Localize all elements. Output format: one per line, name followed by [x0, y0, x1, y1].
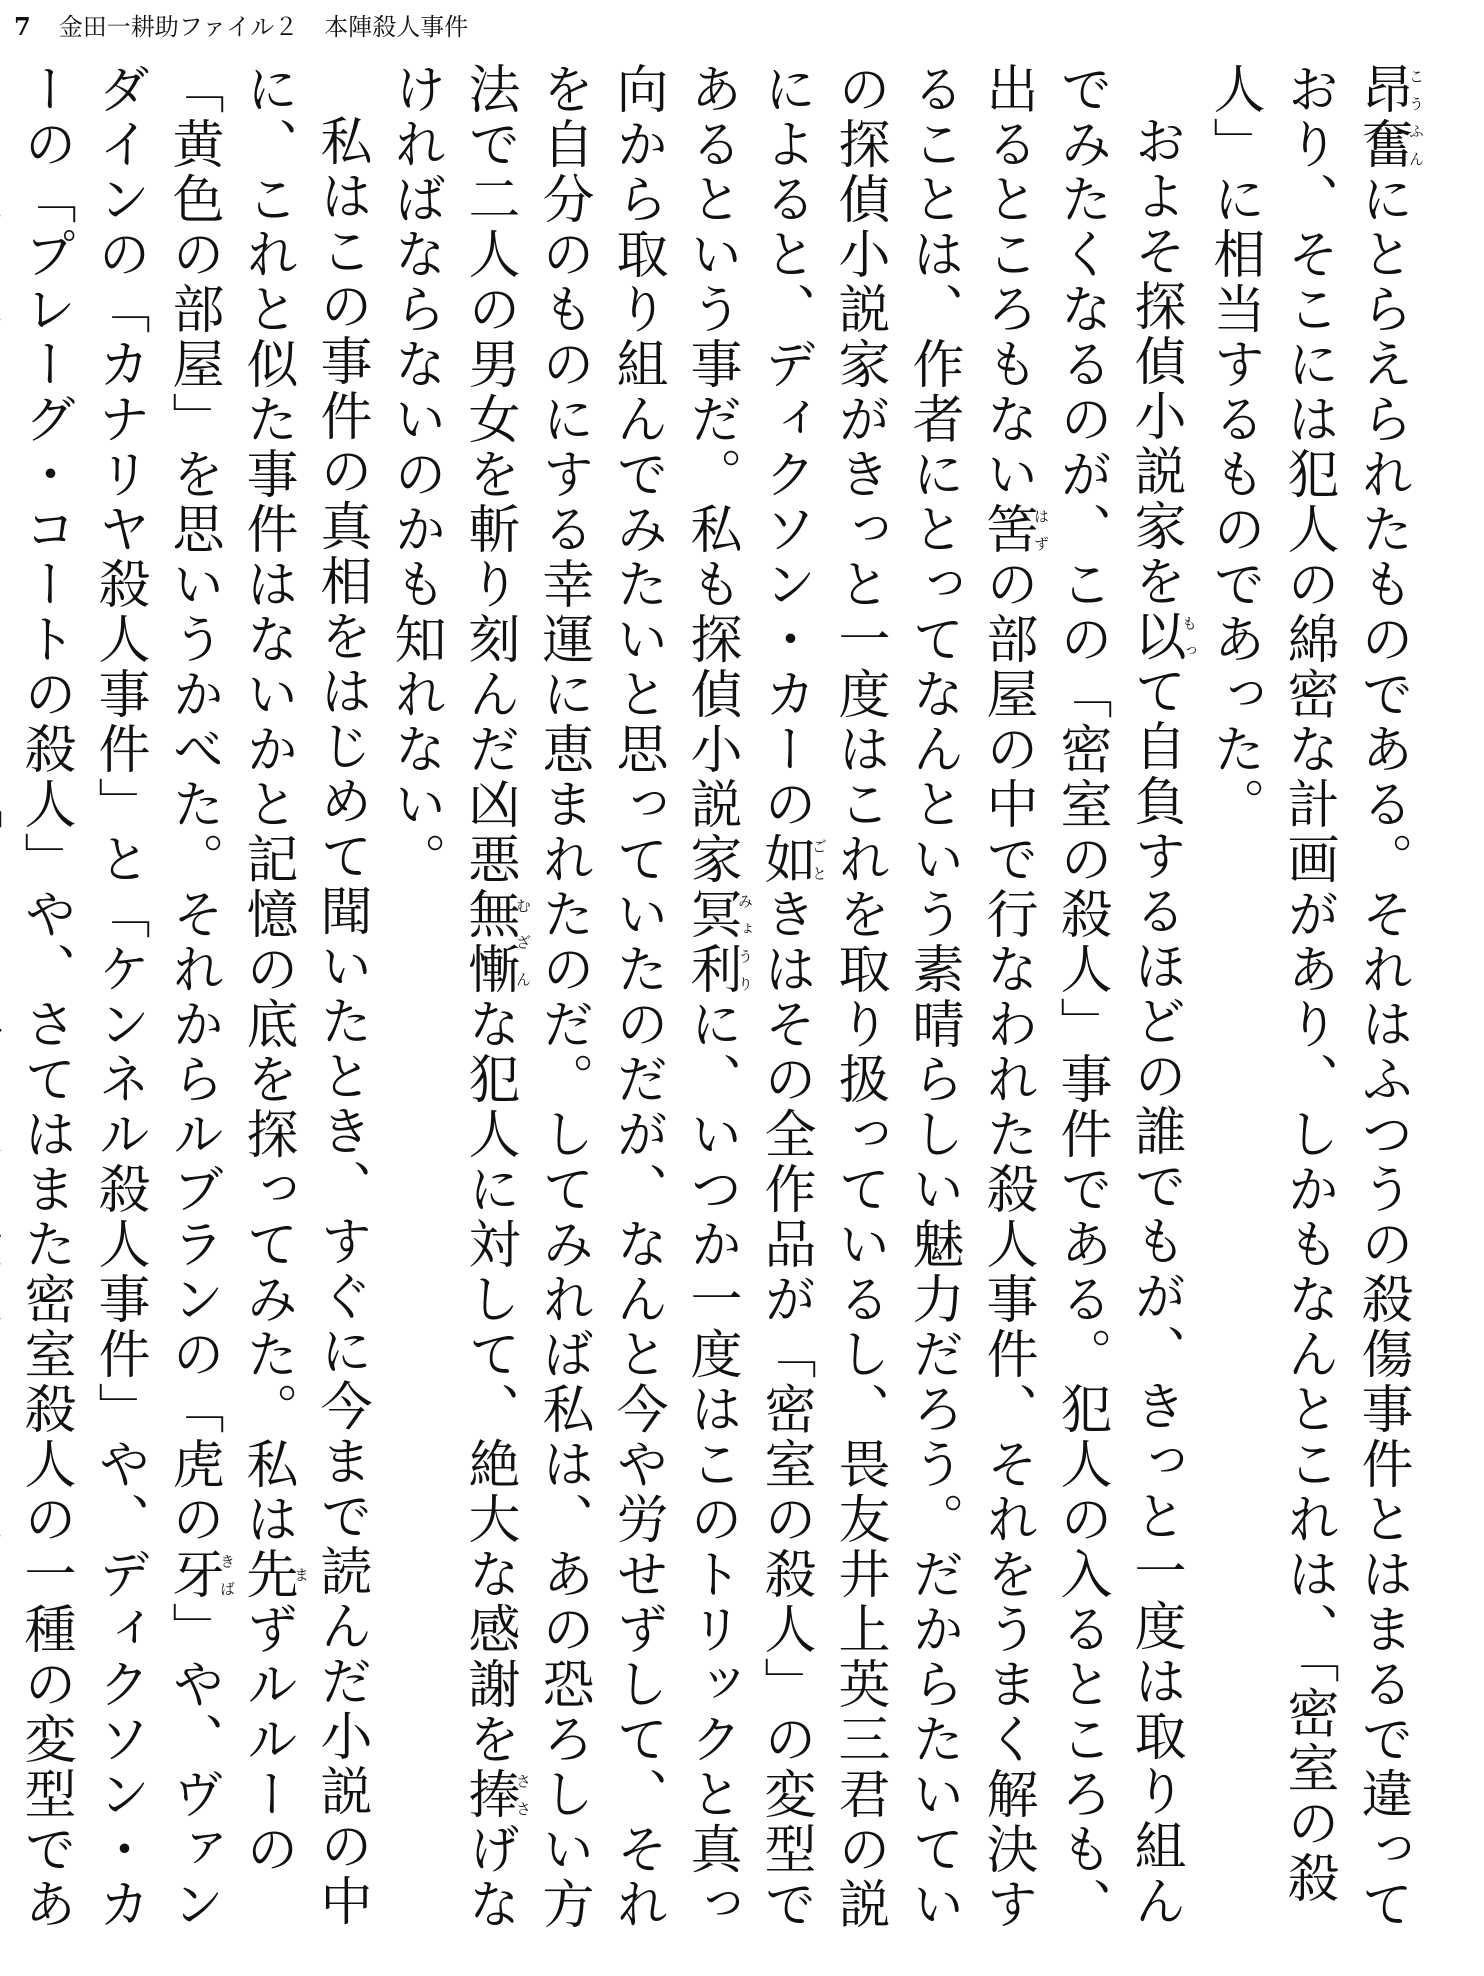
ruby-annotation [459, 887, 532, 997]
ruby-base: 先 [237, 1547, 297, 1602]
ruby-annotation [237, 1547, 310, 1602]
text-run: 」や、ヴァンダインの「カナリヤ殺人事件」と「ケンネル殺人事件」や、ディクソン・カーの「プレーグ・コートの殺人」や、さてはまた密室殺人の一種の変型であ [15, 62, 223, 1932]
ruby-annotation [755, 832, 828, 887]
ruby-reading: もっ [1180, 609, 1198, 664]
text-run: にとらえられたものである。それはふつうの殺傷事件とはまるで違っており、そこには犯人の綿密な計画があり、しかもなんとこれは、「密室の殺人」に相当するものであった。 [1204, 62, 1412, 1932]
paragraph [1197, 62, 1424, 1932]
ruby-base: 牙 [163, 1547, 223, 1602]
ruby-base: 如 [755, 832, 815, 887]
ruby-reading: こうふん [1407, 62, 1425, 172]
ruby-annotation [459, 1767, 532, 1822]
ruby-reading: きば [218, 1547, 236, 1602]
ruby-base: 以 [1125, 609, 1185, 664]
text-run: 私はこの事件の真相をはじめて聞いたとき、すぐに今まで読んだ小説の中に、これと似た事件はないかと記憶の底を探ってみた。私は [237, 62, 371, 1929]
page-header [14, 12, 468, 42]
ruby-reading: ごと [810, 832, 828, 887]
ruby-base: 昂奮 [1352, 62, 1412, 172]
ruby-annotation [1125, 609, 1198, 664]
ruby-reading: むざん [514, 887, 532, 997]
vertical-body-text [15, 62, 1425, 1932]
ruby-annotation [977, 502, 1050, 557]
text-run: の部屋の中で行なわれた殺人事件、それをうまく解決することは、作者にとってなんという素晴らしい魅力だろう。だからたいていの探偵小説家がきっと一度はこれを取り扱っているし、畏友井上英三君の説によると、ディクソン・カーの [755, 62, 1037, 1932]
ruby-reading: はず [1032, 502, 1050, 557]
text-run: きはその全作品が「密室の殺人」の変型であるという事だ。私も探偵小説家 [681, 62, 815, 1932]
text-run: な犯人に対して、絶大な感謝を [459, 997, 519, 1767]
ruby-base: 筈 [977, 502, 1037, 557]
paragraph [378, 62, 1197, 1932]
text-run: げなければならないのかも知れない。 [385, 62, 519, 1932]
page-number: 7 [14, 12, 31, 41]
paragraph [0, 62, 378, 1932]
ruby-base: 冥利 [681, 887, 741, 997]
ruby-reading: みょうり [736, 887, 754, 997]
ruby-reading: ま [292, 1547, 310, 1602]
ruby-reading: ささ [514, 1767, 532, 1822]
ruby-base: 無慚 [459, 887, 519, 997]
ruby-base: 捧 [459, 1767, 519, 1822]
text-run: ずルルーの「黄色の部屋」を思いうかべた。それからルブランの「虎の [163, 62, 297, 1877]
ruby-annotation [163, 1547, 236, 1602]
text-run: に、いつか一度はこのトリックと真っ向から取り組んでみたいと思っていたのだが、なんと今や労せずして、それを自分のものにする幸運に恵まれたのだ。してみれば私は、あの恐ろしい方法で二人の男女を斬り刻んだ凶悪 [459, 62, 741, 1932]
text-run: およそ探偵小説家を [1125, 114, 1185, 609]
ruby-annotation [681, 887, 754, 997]
text-run: て自負するほどの誰でもが、きっと一度は取り組んでみたくなるのが、この「密室の殺人」事件である。犯人の入るところも、出るところもない [977, 62, 1185, 1932]
series-title: 金田一耕助ファイル２ [58, 13, 299, 41]
book-title: 本陣殺人事件 [324, 13, 469, 41]
ruby-annotation [1352, 62, 1425, 172]
